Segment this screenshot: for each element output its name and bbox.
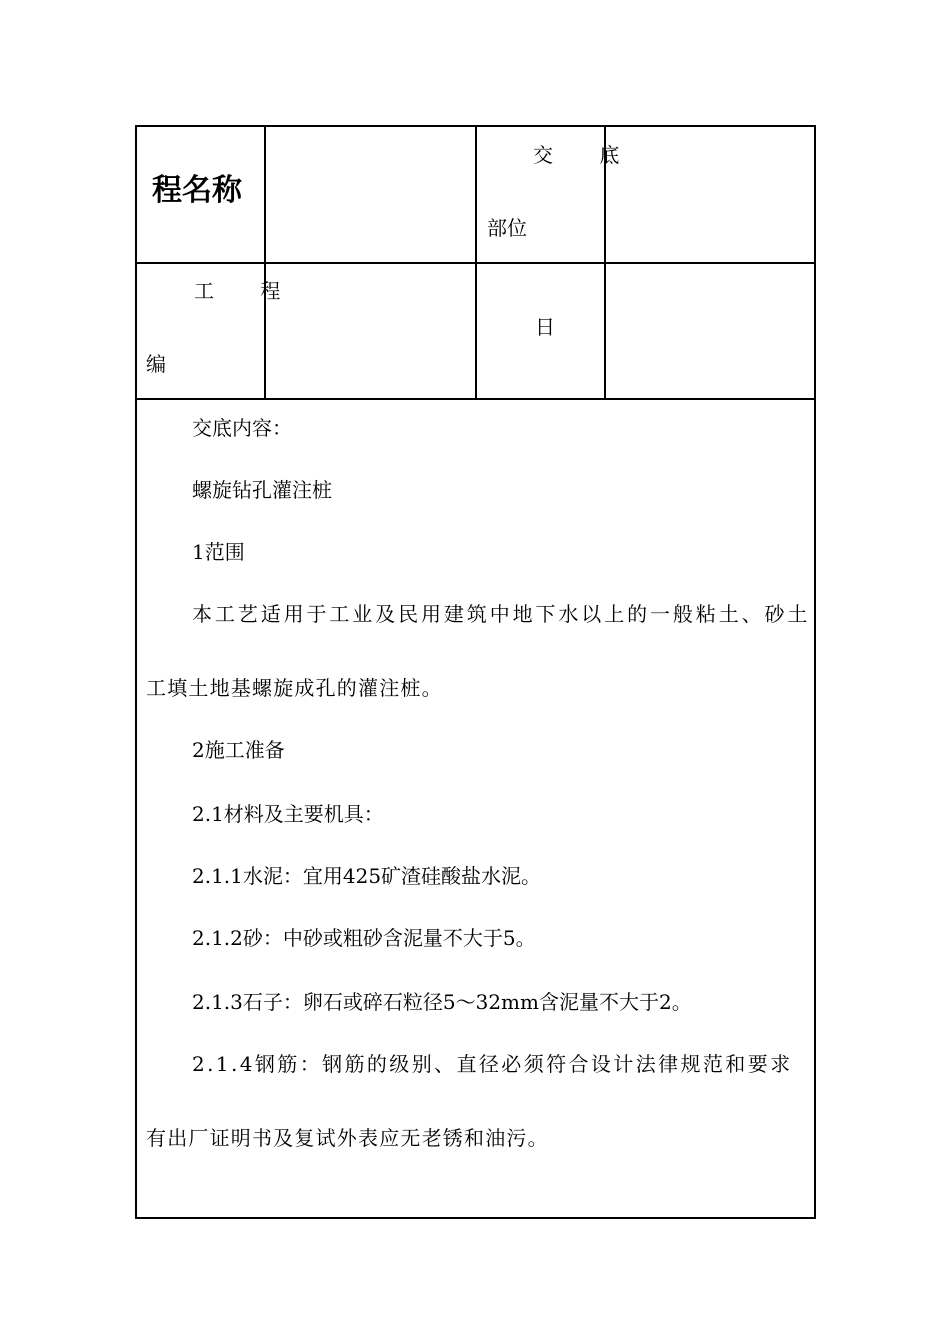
content-line: 螺旋钻孔灌注桩 <box>192 478 332 502</box>
content-line: 1范围 <box>192 540 245 564</box>
content-line: 2.1.1水泥：宜用425矿渣硅酸盐水泥。 <box>192 864 542 888</box>
content-intro: 交底内容： <box>192 416 292 440</box>
col-divider-1 <box>264 127 266 399</box>
disclosure-part-value[interactable] <box>607 130 812 258</box>
disclosure-part-label-bottom: 部位 <box>487 216 527 240</box>
project-name-value[interactable] <box>268 130 473 258</box>
col-divider-3 <box>604 127 606 399</box>
content-line: 工填土地基螺旋成孔的灌注桩。 <box>146 676 443 700</box>
content-line: 2.1.3石子：卵石或碎石粒径5～32mm含泥量不大于2。 <box>192 990 692 1014</box>
col-divider-2 <box>475 127 477 399</box>
project-no-label-bottom: 编 <box>146 352 166 376</box>
project-no-label-top: 工 程 <box>194 279 301 303</box>
content-line: 2.1.4钢筋：钢筋的级别、直径必须符合设计法律规范和要求 <box>192 1052 793 1076</box>
content-line: 有出厂证明书及复试外表应无老锈和油污。 <box>146 1126 549 1150</box>
content-line: 2.1.2砂：中砂或粗砂含泥量不大于5。 <box>192 926 536 950</box>
content-line: 本工艺适用于工业及民用建筑中地下水以上的一般粘土、砂土 <box>192 602 811 626</box>
disclosure-part-label-top: 交 底 <box>533 143 640 167</box>
content-line: 2施工准备 <box>192 738 285 762</box>
project-name-label: 程名称 <box>152 173 242 208</box>
date-label: 日 <box>535 315 555 339</box>
content-line: 2.1材料及主要机具： <box>192 802 384 826</box>
project-no-value[interactable] <box>268 266 473 394</box>
date-value[interactable] <box>607 266 812 394</box>
